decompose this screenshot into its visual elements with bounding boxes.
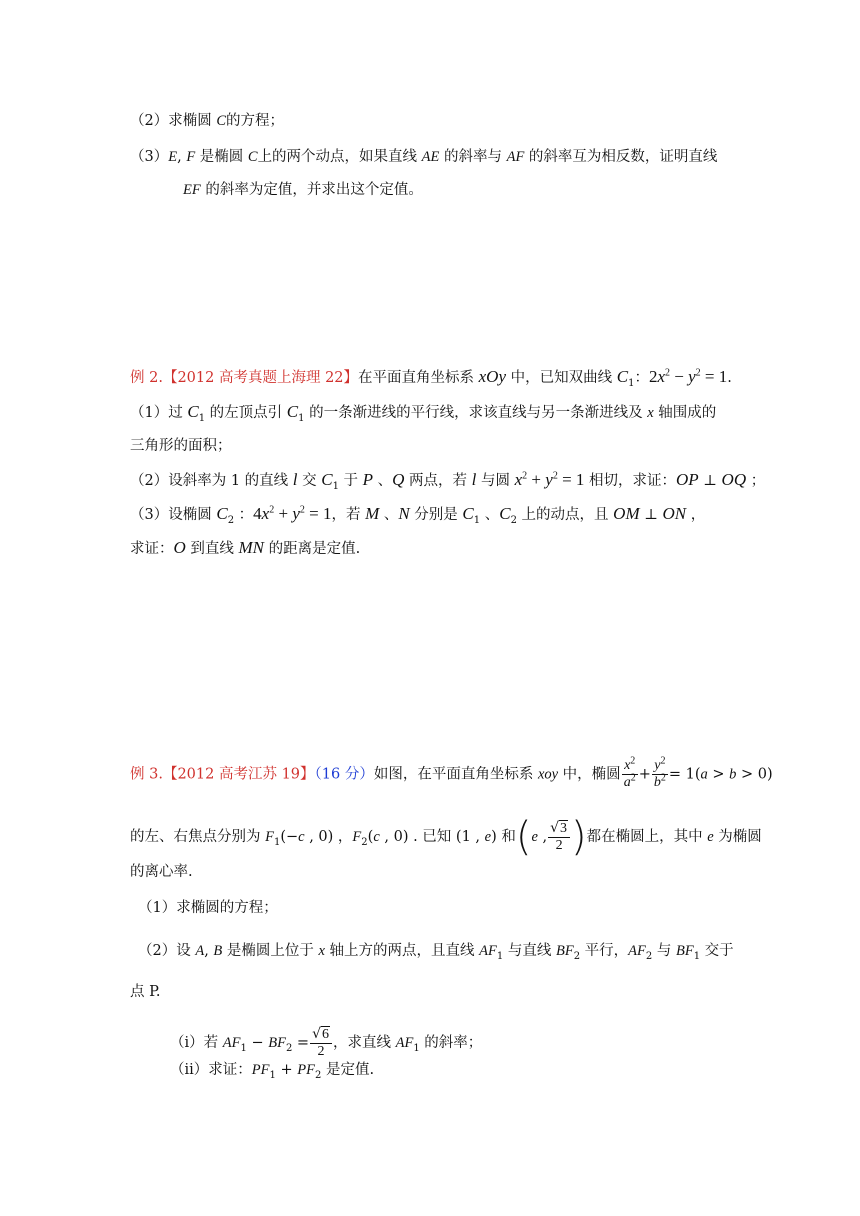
fraction-y2-b2: $\frac{y^2}{b^2}$ [653,755,666,790]
ex2-question-3-line1: （3）设椭圆 $C_2$ ：$4x^2 + y^2 = 1$，若 M 、N 分别是 $C_1$ 、$C_2$ 上的动点，且 OM ⊥ ON ， [130,504,706,526]
ex2-question-1-line2: 三角形的面积； [130,438,232,454]
ex3-question-1: （1）求椭圆的方程； [138,900,278,916]
ex3-question-2-ii: （ii）求证：$PF_1 + PF_2$ 是定值. [170,1062,375,1081]
ex3-score: （16 分） [314,766,374,783]
ex3-question-2-i: （i）若 $AF_1 - BF_2$ = $\frac{√6}{2}$ ，求直线 $AF_1$ 的斜率； [170,1026,483,1059]
ex2-question-2: （2）设斜率为 1 的直线 l 交 $C_1$ 于 P 、Q 两点，若 l 与圆 $x^2 + y^2 = 1$ 相切，求证：OP ⊥ OQ ； [130,470,766,492]
ex3-question-2-line2: 点 P. [130,984,161,1000]
ex3-source: 【2012 高考江苏 19】 [162,766,315,783]
ex2-question-1-line1: （1）过 $C_1$ 的左顶点引 $C_1$ 的一条渐进线的平行线，求该直线与另一条渐进线及 x 轴围成的 [130,402,717,424]
ex1-question-2: （2）求椭圆 C的方程； [130,113,285,129]
fraction-x2-a2: $\frac{x^2}{a^2}$ [623,755,636,790]
ex1-question-3-line2: EF 的斜率为定值，并求出这个定值。 [183,182,423,198]
ex3-line-3: 的离心率. [130,864,193,880]
ex1-question-3-line1: （3）E, F 是椭圆 C上的两个动点，如果直线 AE 的斜率与 AF 的斜率互为相反数，证明直线 [130,149,718,165]
ex2-intro: 例 2.【2012 高考真题上海理 22】在平面直角坐标系 xOy 中，已知双曲线 $C_1$：$2x^2 - y^2 = 1$. [130,367,732,389]
fraction-sqrt6-2: $\frac{√6}{2}$ [310,1026,332,1060]
ex2-label: 例 2. [130,370,163,386]
ex3-line-2: 的左、右焦点分别为 $F_1(-c$ , 0) ，$F_2(c$ , 0) . 已知 (1 , e) 和(e , $\frac{√3}{2}$ )都在椭圆上，其中 e 为椭圆 [130,814,762,860]
ex3-label: 例 3. [130,766,163,783]
ex2-question-3-line2: 求证：O 到直线 MN 的距离是定值. [130,538,361,557]
fraction-sqrt3-2: $\frac{√3}{2}$ [548,820,570,854]
ex3-question-2-line1: （2）设 A, B 是椭圆上位于 x 轴上方的两点，且直线 $AF_1$ 与直线 $BF_2$ 平行，$AF_2$ 与 $BF_1$ 交于 [138,943,734,962]
ex3-intro: 例 3.【2012 高考江苏 19】（16 分）如图，在平面直角坐标系 xoy 中，椭圆 $\frac{x^2}{a^2}$ + $\frac{y^2}{b^2}$ = 1(a > b > 0) [130,755,773,790]
ex2-source: 【2012 高考真题上海理 22】 [162,370,359,386]
